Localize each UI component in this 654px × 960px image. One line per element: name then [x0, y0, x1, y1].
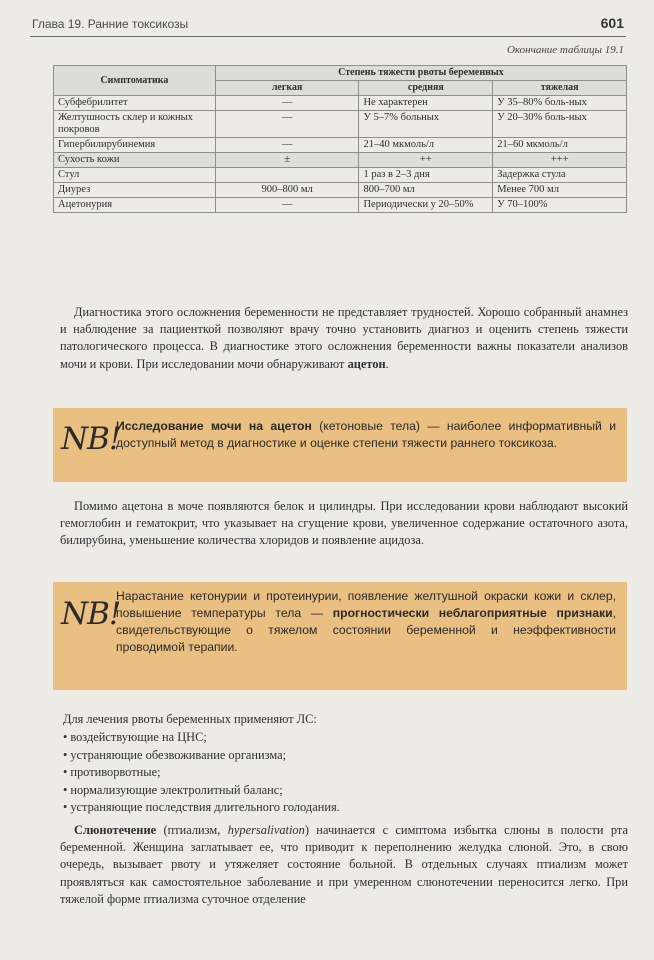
table-cell: 900–800 мл	[215, 183, 359, 198]
table-cell: Субфебрилитет	[54, 96, 216, 111]
header-severity: Степень тяжести рвоты беременных	[215, 66, 626, 81]
table-row	[54, 198, 627, 213]
header-moderate: средняя	[359, 81, 493, 96]
header-symptoms: Симптоматика	[54, 66, 216, 96]
table-cell: У 5–7% больных	[359, 111, 493, 138]
table-row	[54, 153, 627, 168]
symptom-severity-table	[53, 65, 627, 213]
table-cell: Гипербилирубинемия	[54, 138, 216, 153]
table-cell: —	[215, 111, 359, 138]
table-cell: Менее 700 мл	[493, 183, 627, 198]
list-item: • устраняющие обезвоживание организма;	[63, 747, 340, 765]
table-cell: 1 раз в 2–3 дня	[359, 168, 493, 183]
table-row	[54, 96, 627, 111]
nb-callout-acetone	[53, 408, 627, 482]
table-cell: +++	[493, 153, 627, 168]
table-cell	[215, 168, 359, 183]
table-cell: 21–60 мкмоль/л	[493, 138, 627, 153]
ptyalism-paragraph: Слюнотечение (птиализм, hypersalivation) начинается с симптома избытка слюны в полости рта беременной. Женщина заглатывает ее, что приводит к переполнению желудка слюной. Это, в свою очередь, вызывает рвоту и утяжеляет состояние больной. В отдельных случаях птиализм может проявляться как самостоятельное заболевание и при умеренном слюнотечении переносится легко. При тяжелой форме птиализма суточное отделение	[60, 823, 628, 906]
table-row	[54, 138, 627, 153]
header-mild: легкая	[215, 81, 359, 96]
table-cell: Не характерен	[359, 96, 493, 111]
list-item: • воздействующие на ЦНС;	[63, 729, 340, 747]
list-item: • нормализующие электролитный баланс;	[63, 782, 340, 800]
list-item: • противорвотные;	[63, 764, 340, 782]
table-cell: Ацетонурия	[54, 198, 216, 213]
list-item: • устраняющие последствия длительного голодания.	[63, 799, 340, 817]
chapter-title: Глава 19. Ранние токсикозы	[32, 17, 189, 31]
table-cell: У 20–30% боль-ных	[493, 111, 627, 138]
nb-text-acetone: Исследование мочи на ацетон (кетоновые тела) — наиболее информативный и доступный метод в диагностике и оценке степени тяжести раннего токсикоза.	[116, 419, 617, 450]
table-cell: Диурез	[54, 183, 216, 198]
table-cell: —	[215, 138, 359, 153]
page-number: 601	[600, 15, 624, 31]
table-cell: —	[215, 96, 359, 111]
table-cell: ++	[359, 153, 493, 168]
header-severe: тяжелая	[493, 81, 627, 96]
table-continuation-caption: Окончание таблицы 19.1	[506, 44, 624, 56]
table-cell: Сухость кожи	[54, 153, 216, 168]
table-cell: 800–700 мл	[359, 183, 493, 198]
table-row	[54, 168, 627, 183]
treatment-intro: Для лечения рвоты беременных применяют ЛС:	[63, 712, 317, 726]
nb-icon: NB!	[61, 596, 121, 632]
nb-callout-prognosis	[53, 582, 627, 690]
diagnostics-paragraph: Диагностика этого осложнения беременности не представляет трудностей. Хорошо собранный анамнез и наблюдение за пациенткой позволяют врачу точно установить диагноз и оценить степень тяжести патологического процесса. В диагностике этого осложнения беременности важны показатели анализов мочи и крови. При исследовании мочи обнаруживают ацетон.	[60, 305, 628, 371]
table-cell: Желтушность склер и кожных покровов	[54, 111, 216, 138]
table-cell: Стул	[54, 168, 216, 183]
table-cell: Задержка стула	[493, 168, 627, 183]
nb-text-prognosis: Нарастание кетонурии и протеинурии, появление желтушной окраски кожи и склер, повышение температуры тела — прогностически неблагоприятные признаки, свидетельствующие о тяжелом состоянии беременной и неэффективности проводимой терапии.	[116, 589, 616, 654]
table-cell: Периодически у 20–50%	[359, 198, 493, 213]
table-cell: 21–40 мкмоль/л	[359, 138, 493, 153]
table-cell: —	[215, 198, 359, 213]
lab-findings-paragraph: Помимо ацетона в моче появляются белок и цилиндры. При исследовании крови наблюдают высокий гемоглобин и гематокрит, что указывает на сгущение крови, увеличенное содержание остаточного азота, билирубина, уменьшение количества хлоридов и появление ацидоза.	[60, 499, 628, 548]
table-cell: У 35–80% боль-ных	[493, 96, 627, 111]
table-row	[54, 111, 627, 138]
table-cell: ±	[215, 153, 359, 168]
nb-icon: NB!	[61, 421, 121, 457]
table-cell: У 70–100%	[493, 198, 627, 213]
treatment-list	[63, 729, 340, 817]
running-header	[30, 16, 626, 37]
table-row	[54, 183, 627, 198]
